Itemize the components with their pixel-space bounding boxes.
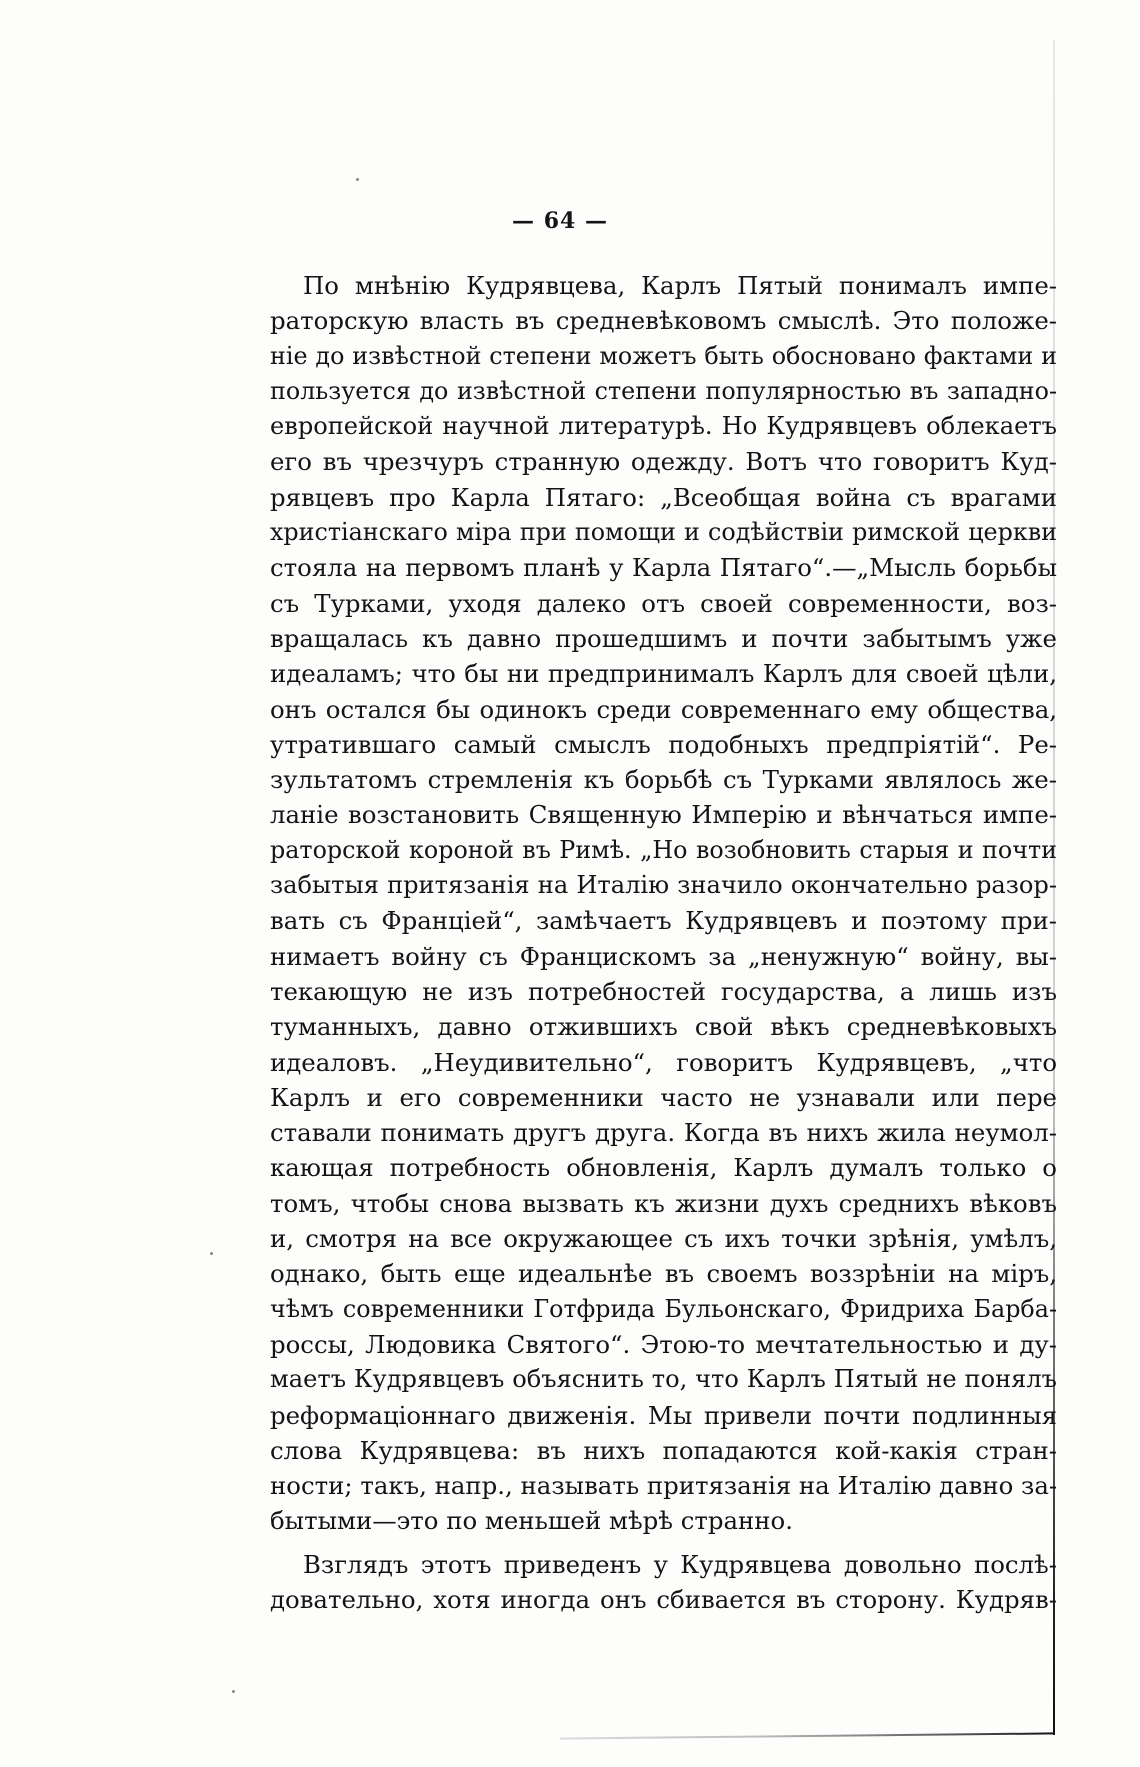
text-line: вать съ Франціей“, замѣчаетъ Кудрявцевъ и поэтому при- (270, 906, 1057, 936)
text-line: Взглядъ этотъ приведенъ у Кудрявцева довольно послѣ- (303, 1549, 1057, 1579)
text-line: онъ остался бы одинокъ среди современнаго ему общества, (270, 694, 1057, 724)
paragraph-gap (270, 1539, 1057, 1547)
text-line: раторской короной въ Римѣ. „Но возобновить старыя и почти (270, 835, 1057, 864)
text-line: кающая потребность обновленія, Карлъ думалъ только о (270, 1153, 1057, 1183)
text-line: стояла на первомъ планѣ у Карла Пятаго“.—„Мысль борьбы (270, 553, 1057, 583)
text-line: и, смотря на все окружающее съ ихъ точки зрѣнія, умѣлъ, (270, 1224, 1057, 1254)
page-bottom-edge (560, 1732, 1055, 1739)
text-line: утратившаго самый смыслъ подобныхъ предпріятій“. Ре- (270, 729, 1057, 759)
paragraph-1 (270, 268, 1057, 1539)
scan-speck (210, 1252, 213, 1255)
text-line: слова Кудрявцева: въ нихъ попадаются кой-какія стран- (270, 1435, 1057, 1465)
text-line: текающую не изъ потребностей государства, а лишь изъ (270, 976, 1057, 1006)
text-line: забытыя притязанія на Италію значило окончательно разор- (270, 871, 1057, 900)
text-line: нимаетъ войну съ Францискомъ за „ненужную“ войну, вы- (270, 941, 1057, 971)
text-line: ланіе возстановить Священную Имперію и вѣнчаться импе- (270, 800, 1057, 830)
text-line: чѣмъ современники Готфрида Бульонскаго, Фридриха Барба- (270, 1294, 1057, 1323)
text-line: съ Турками, уходя далеко отъ своей современности, воз- (270, 588, 1057, 618)
paragraph-2 (270, 1547, 1057, 1618)
text-line: зультатомъ стремленія къ борьбѣ съ Турками являлось же- (270, 765, 1057, 795)
text-line: ніе до извѣстной степени можетъ быть обосновано фактами и (270, 341, 1057, 370)
text-line: туманныхъ, давно отжившихъ свой вѣкъ средневѣковыхъ (270, 1012, 1057, 1042)
text-line: ности; такъ, напр., называть притязанія на Италію давно за- (270, 1471, 1058, 1501)
text-line: россы, Людовика Святого“. Этою-то мечтательностью и ду- (270, 1329, 1057, 1359)
text-line: реформаціоннаго движенія. Мы привели почти подлинныя (270, 1400, 1057, 1430)
text-line: его въ чрезчуръ странную одежду. Вотъ что говоритъ Куд- (270, 447, 1057, 477)
text-line: маетъ Кудрявцевъ объяснить то, что Карлъ Пятый не понялъ (270, 1365, 1057, 1394)
text-line: рявцевъ про Карла Пятаго: „Всеобщая война съ врагами (270, 482, 1057, 512)
text-line: однако, быть еще идеальнѣе въ своемъ воззрѣніи на міръ, (270, 1259, 1057, 1289)
text-line: европейской научной литературѣ. Но Кудрявцевъ облекаетъ (270, 412, 1057, 441)
text-line: идеаловъ. „Неудивительно“, говоритъ Кудрявцевъ, „что (270, 1047, 1057, 1077)
text-line: вращалась къ давно прошедшимъ и почти забытымъ уже (270, 623, 1057, 653)
text-line: Карлъ и его современники часто не узнавали или пере (270, 1082, 1057, 1112)
scan-speck (356, 178, 359, 181)
text-line: довательно, хотя иногда онъ сбивается въ сторону. Кудряв- (270, 1584, 1057, 1614)
text-line: христіанскаго міра при помощи и содѣйствіи римской церкви (270, 518, 1057, 547)
text-line: томъ, чтобы снова вызвать къ жизни духъ среднихъ вѣковъ (270, 1188, 1057, 1218)
text-line: пользуется до извѣстной степени популярностью въ западно- (270, 376, 1057, 405)
scan-speck (232, 1690, 235, 1693)
body-text (270, 268, 1057, 1617)
text-line: идеаламъ; что бы ни предпринималъ Карлъ для своей цѣли, (270, 659, 1057, 689)
text-line: По мнѣнію Кудрявцева, Карлъ Пятый понималъ импе- (303, 271, 1057, 300)
text-line: бытыми—это по меньшей мѣрѣ странно. (270, 1506, 793, 1536)
text-line: ставали понимать другъ друга. Когда въ нихъ жила неумол- (270, 1118, 1057, 1148)
text-line: раторскую власть въ средневѣковомъ смыслѣ. Это положе- (270, 306, 1057, 336)
page-number: — 64 — (512, 208, 608, 234)
